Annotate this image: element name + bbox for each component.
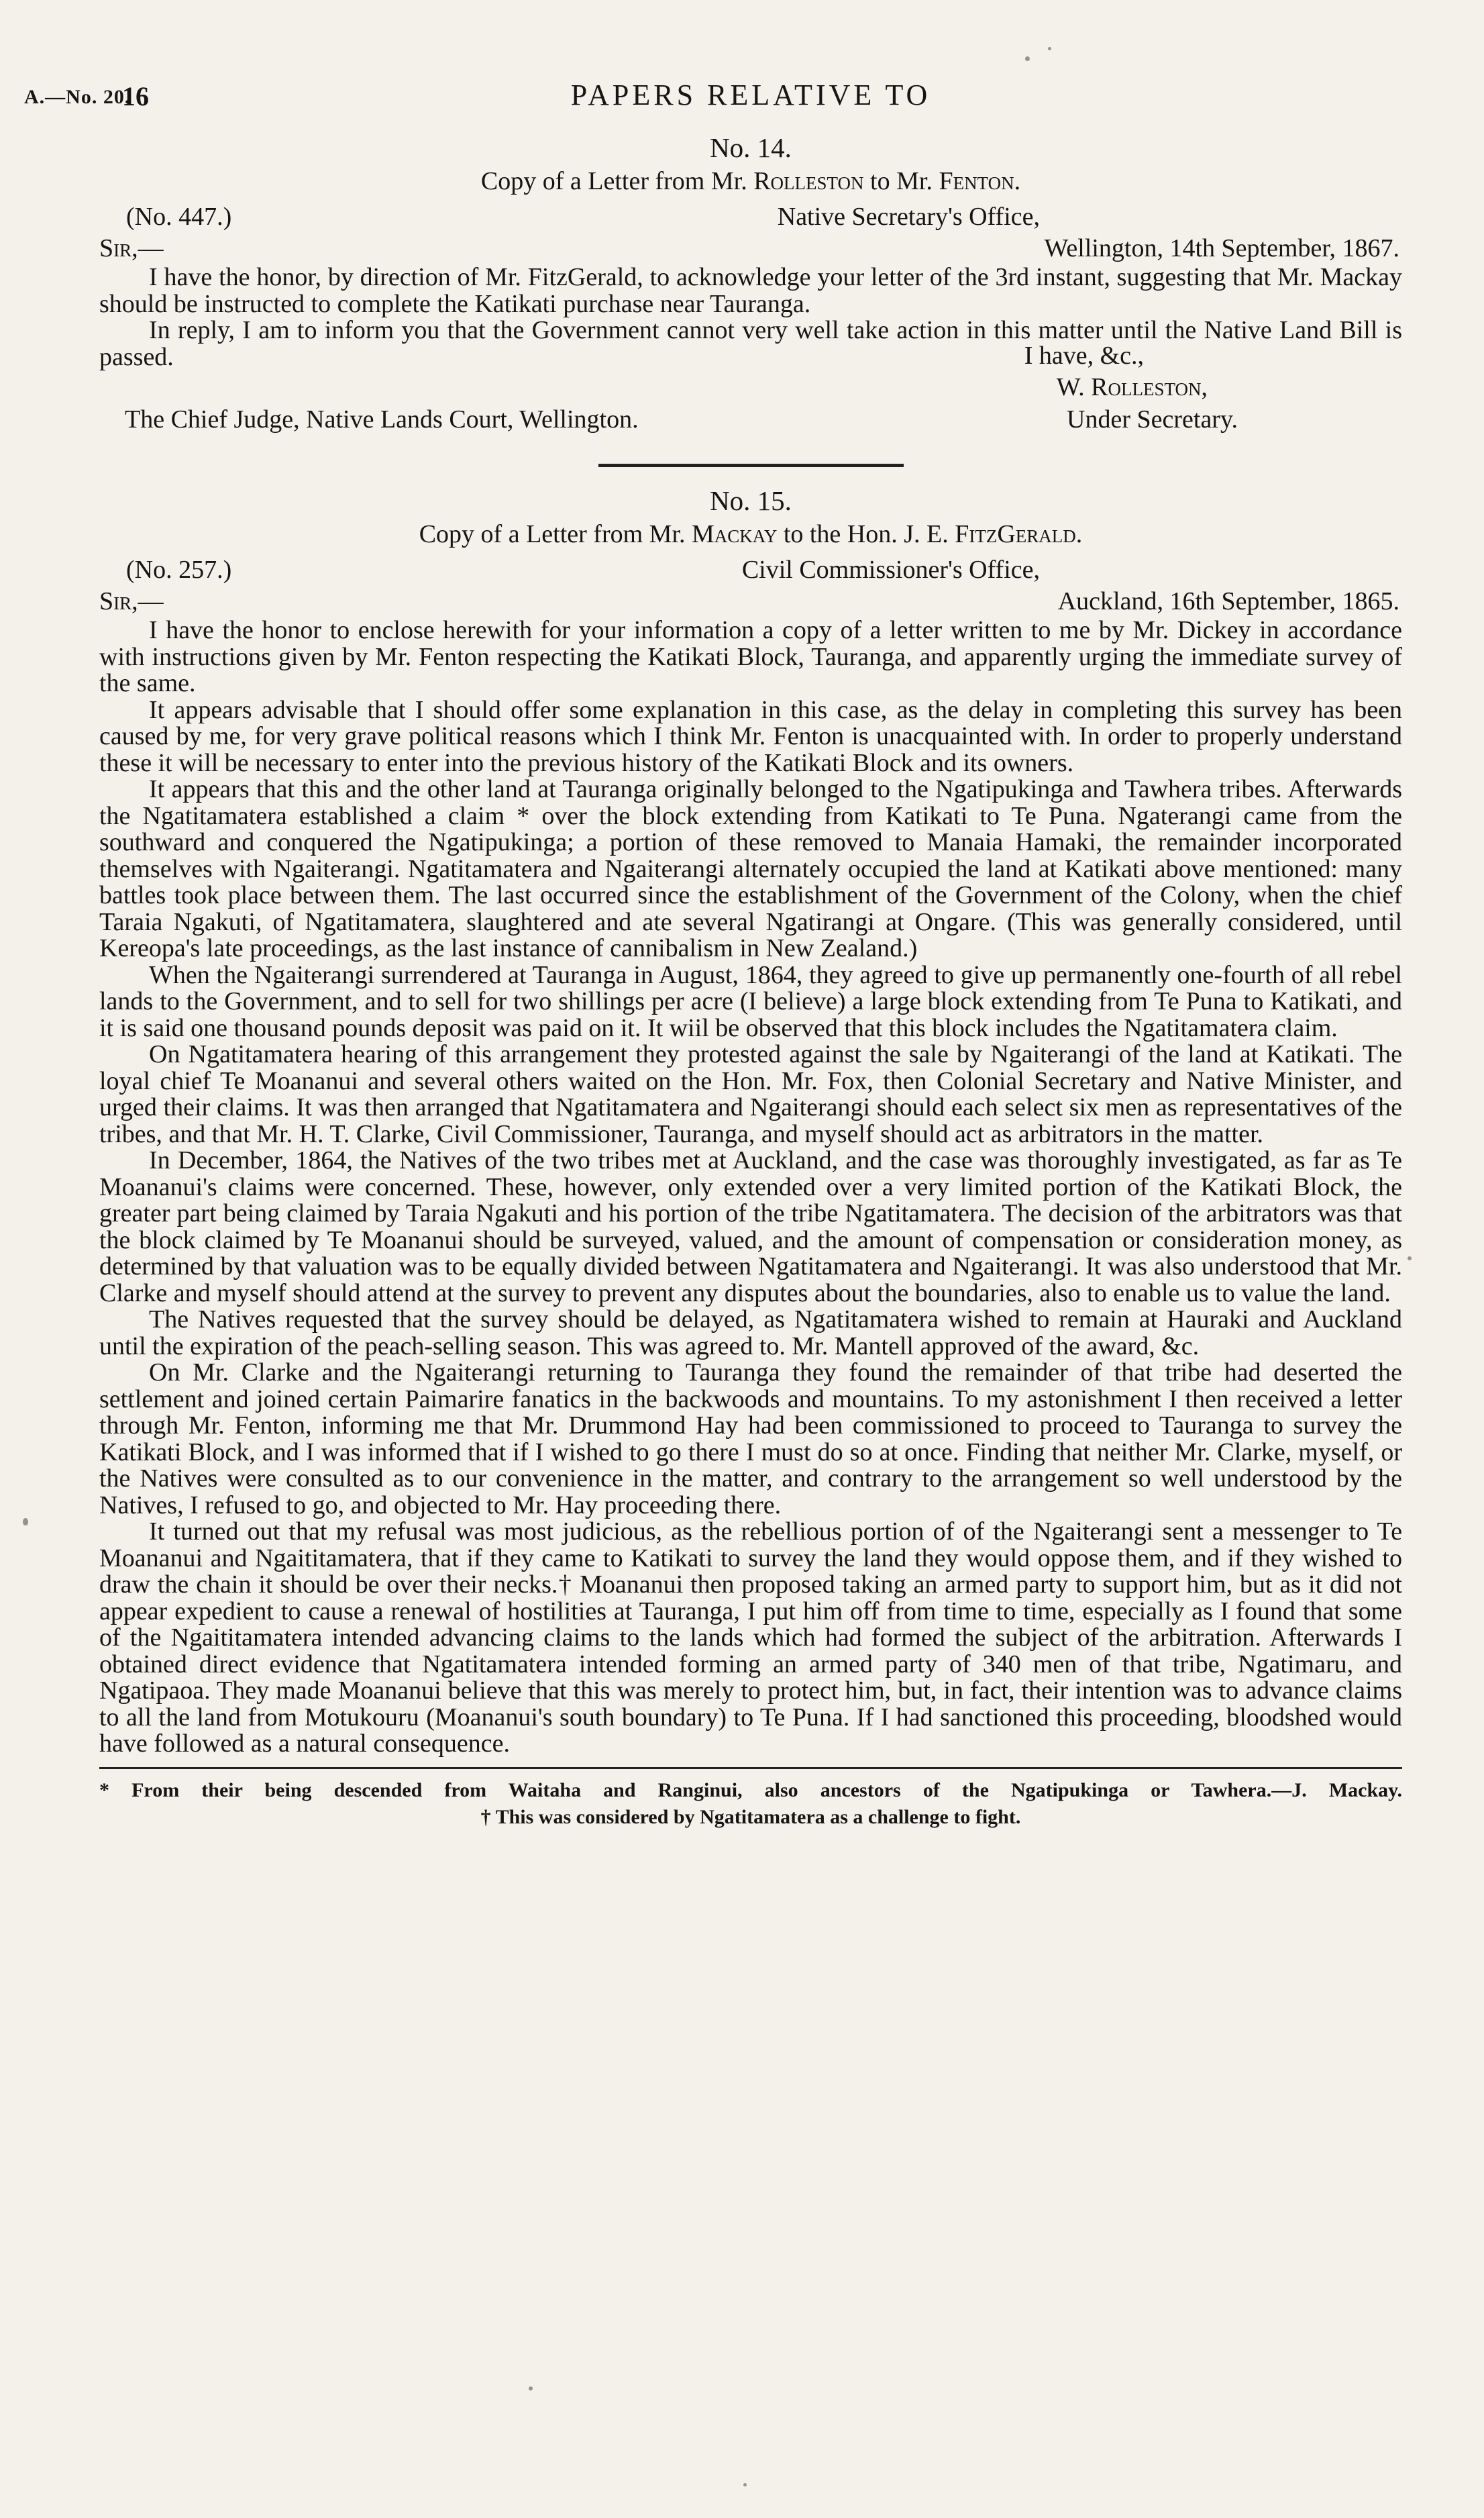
letter-meta-row — [99, 233, 1402, 264]
letter-number: No. 14. — [710, 132, 792, 163]
office-line: Native Secretary's Office, — [777, 203, 1040, 231]
series-reference: A.—No. 20. — [24, 86, 131, 108]
paragraph: When the Ngaiterangi surrendered at Tauranga in August, 1864, they agreed to give up permanently one-fourth of all rebel lands to the Government, and to sell for two shillings per acre (I believe) a large block extending from Te Puna to Katikati, and it is said one thousand pounds deposit was paid on it. It wiil be observed that this block includes the Ngatitamatera claim. — [99, 960, 1402, 1042]
office-line: Civil Commissioner's Office, — [741, 556, 1040, 584]
paragraph: It appears that this and the other land at Tauranga originally belonged to the Ngatipukinga and Tawhera tribes. Afterwards the Ngatitamatera established a claim * over the block extending from Katikati to Te Puna. Ngaterangi came from the southward and conquered the Ngatipukinga; a portion of these removed to Manaia Hamaki, the remainder incorporated themselves with Ngaiterangi. Ngatitamatera and Ngaiterangi alternately occupied the land at Katikati above mentioned: many battles took place between them. The last occurred since the establishment of the Government of the Colony, when the chief Taraia Ngakuti, of Ngatitamatera, slaughtered and ate several Ngatirangi at Ongare. (This was generally considered, until Kereopa's late proceedings, as the last instance of cannibalism in New Zealand.) — [99, 775, 1402, 962]
footnotes-section — [99, 1767, 1402, 1831]
page-header — [24, 78, 1402, 114]
paragraph-with-closing — [99, 317, 1402, 370]
letter-number: No. 15. — [710, 485, 792, 516]
letter-meta-row — [99, 586, 1402, 617]
heading-text: to Mr. — [863, 167, 939, 195]
heading-text: Copy of a Letter from Mr. — [419, 520, 692, 548]
paragraph: It appears advisable that I should offer some explanation in this case, as the delay in completing this survey has been caused by me, for very grave political reasons which I think Mr. Fenton is unacquainted with. In order to properly understand these it will be necessary to enter into the previous history of the Katikati Block and its owners. — [99, 695, 1402, 777]
signature-title: Under Secretary. — [1067, 405, 1238, 434]
paragraph: It turned out that my refusal was most judicious, as the rebellious portion of of the Ngaiterangi sent a messenger to Te Moananui and Ngaititamatera, that if they came to Katikati to survey the land they would oppose them, and if they wished to draw the chain it should be over their necks.† Moananui then proposed taking an armed party to support him, but as it did not appear expedient to cause a renewal of hostilities at Tauranga, I put him off from time to time, especially as I found that some of the Ngaititamatera intended advancing claims to the lands which had formed the subject of the arbitration. Afterwards I obtained direct evidence that Ngatitamatera intended forming an armed party of 340 men of that tribe, Ngatimaru, and Ngatipaoa. They made Moananui believe that this was merely to protect him, but, in fact, their intention was to advance claims to all the land from Motukouru (Moananui's south boundary) to Te Puna. If I had sanctioned this proceeding, bloodshed would have followed as a natural consequence. — [99, 1517, 1402, 1758]
scan-speck — [1025, 56, 1030, 61]
heading-text: Copy of a Letter from Mr. — [480, 167, 754, 195]
recipient-name: Fenton — [939, 167, 1014, 195]
footnote-dagger: † This was considered by Ngatitamatera as a challenge to fight. — [480, 1805, 1021, 1828]
dateline: Auckland, 16th September, 1865. — [1057, 587, 1399, 615]
heading-text: to the Hon. J. E. — [777, 520, 955, 548]
scan-speck — [23, 1518, 28, 1525]
signature-name: W. Rolleston, — [1056, 373, 1208, 401]
heading-text: . — [1075, 520, 1083, 548]
paragraph: The Natives requested that the survey should be delayed, as Ngatitamatera wished to remain at Hauraki and Auckland until the expiration of the peach-selling season. This was agreed to. Mr. Mantell approved of the award, &c. — [99, 1305, 1402, 1360]
paragraph: On Mr. Clarke and the Ngaiterangi returning to Tauranga they found the remainder of that tribe had deserted the settlement and joined certain Paimarire fanatics in the backwoods and mountains. To my astonishment I then received a letter through Mr. Fenton, informing me that Mr. Drummond Hay had been commissioned to proceed to Tauranga to survey the Katikati Block, and I was informed that if I wished to go there I must do so at once. Finding that neither Mr. Clarke, myself, or the Natives were consulted as to our convenience in the matter, and contrary to the arrangement so well understood by the Natives, I refused to go, and objected to Mr. Hay proceeding there. — [99, 1358, 1402, 1519]
letter-doc-number: (No. 447.) — [126, 203, 232, 231]
letter-15 — [99, 485, 1402, 1758]
scan-speck — [1408, 1256, 1412, 1260]
page-content — [24, 78, 1402, 1831]
footnote-rule — [99, 1767, 1402, 1769]
sender-name: Rolleston — [753, 167, 864, 195]
paragraph: In reply, I am to inform you that the Government cannot very well take action in this matter until the Native Land Bill is passed. — [99, 316, 1402, 371]
recipient-name: FitzGerald — [955, 520, 1076, 548]
valediction: I have, &c., — [1024, 342, 1144, 370]
addressee-row — [99, 404, 1402, 436]
paragraph: I have the honor to enclose herewith for your information a copy of a letter written to me by Mr. Dickey in accordance with instructions given by Mr. Fenton respecting the Katikati Block, Tauranga, and apparently urging the immediate survey of the same. — [99, 616, 1402, 697]
dateline: Wellington, 14th September, 1867. — [1044, 234, 1399, 262]
letter-heading — [99, 519, 1402, 549]
running-title: PAPERS RELATIVE TO — [570, 79, 931, 111]
addressee: The Chief Judge, Native Lands Court, Wellington. — [125, 405, 639, 434]
section-divider-rule — [598, 464, 904, 467]
salutation: Sir,— — [99, 587, 164, 615]
letter-heading — [99, 166, 1402, 196]
letter-meta-row — [99, 201, 1402, 233]
letter-meta-row — [99, 554, 1402, 586]
paragraph: On Ngatitamatera hearing of this arrangement they protested against the sale by Ngaiterangi of the land at Katikati. The loyal chief Te Moananui and several others waited on the Hon. Mr. Fox, then Colonial Secretary and Native Minister, and urged their claims. It was then arranged that Ngatitamatera and Ngaiterangi should each select six men as representatives of the tribes, and that Mr. H. T. Clarke, Civil Commissioner, Tauranga, and myself should act as arbitrators in the matter. — [99, 1040, 1402, 1148]
paragraph: I have the honor, by direction of Mr. FitzGerald, to acknowledge your letter of the 3rd instant, suggesting that Mr. Mackay should be instructed to complete the Katikati purchase near Tauranga. — [99, 263, 1402, 318]
scan-speck — [1048, 47, 1051, 50]
scan-speck — [529, 2386, 533, 2390]
scan-speck — [743, 2483, 747, 2486]
sender-name: Mackay — [692, 520, 778, 548]
page-number: 16 — [122, 81, 149, 111]
footnote-asterisk: * From their being descended from Waitaha and Ranginui, also ancestors of the Ngatipukinga or Tawhera.—J. Mackay. — [99, 1778, 1402, 1801]
paragraph: In December, 1864, the Natives of the two tribes met at Auckland, and the case was thoroughly investigated, as far as Te Moananui's claims were concerned. These, however, only extended over a very limited portion of the Katikati Block, the greater part being claimed by Taraia Ngakuti and his portion of the tribe Ngatitamatera. The decision of the arbitrators was that the block claimed by Te Moananui should be surveyed, valued, and the amount of compensation or consideration money, as determined by that valuation was to be equally divided between Ngatitamatera and Ngaiterangi. It was also understood that Mr. Clarke and myself should attend at the survey to prevent any disputes about the boundaries, also to enable us to value the land. — [99, 1146, 1402, 1307]
salutation: Sir,— — [99, 234, 164, 262]
letter-doc-number: (No. 257.) — [126, 556, 232, 584]
letter-14 — [99, 132, 1402, 436]
heading-text: . — [1014, 167, 1021, 195]
